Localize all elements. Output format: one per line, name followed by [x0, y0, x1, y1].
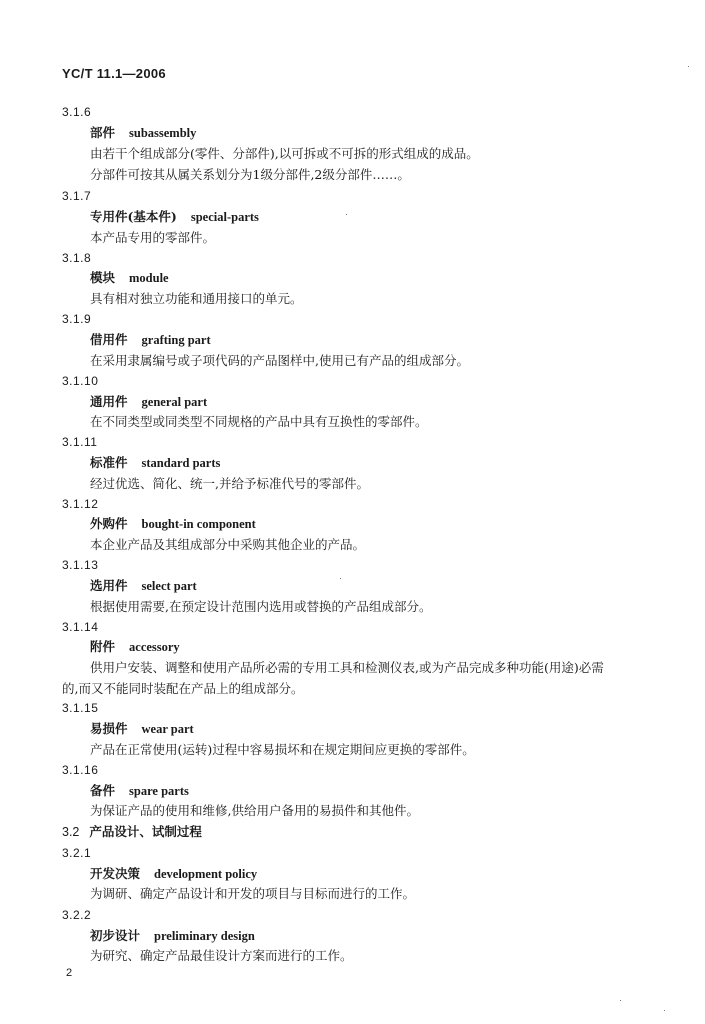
clause-number: 3.1.14 — [62, 620, 99, 634]
clause-number: 3.1.7 — [62, 189, 92, 203]
term-en: module — [129, 271, 169, 285]
clause-number: 3.1.16 — [62, 763, 99, 777]
term-en: spare parts — [129, 784, 189, 798]
term-heading — [90, 516, 256, 532]
clause-number: 3.1.6 — [62, 105, 92, 119]
clause-number: 3.1.12 — [62, 497, 99, 511]
term-heading — [90, 639, 180, 655]
clause-number: 3.1.13 — [62, 558, 99, 572]
definition: 具有相对独立功能和通用接口的单元。 — [90, 291, 303, 306]
scan-speck — [688, 66, 689, 67]
definition: 产品在正常使用(运转)过程中容易损坏和在规定期间应更换的零部件。 — [90, 742, 475, 757]
term-zh: 易损件 — [90, 721, 128, 736]
clause-number: 3.2.2 — [62, 908, 92, 922]
term-en: subassembly — [129, 126, 197, 140]
section-number: 3.2 — [62, 825, 80, 839]
definition-continued: 的,而又不能同时装配在产品上的组成部分。 — [62, 681, 304, 696]
term-zh: 选用件 — [90, 578, 128, 593]
definition: 为调研、确定产品设计和开发的项目与目标而进行的工作。 — [90, 886, 416, 901]
scan-speck — [340, 578, 341, 579]
definition: 为保证产品的使用和维修,供给用户备用的易损件和其他件。 — [90, 803, 419, 818]
definition: 本企业产品及其组成部分中采购其他企业的产品。 — [90, 537, 366, 552]
term-en: select part — [141, 579, 197, 593]
term-zh: 部件 — [90, 125, 116, 140]
definition: 根据使用需要,在预定设计范围内选用或替换的产品组成部分。 — [90, 599, 432, 614]
term-heading — [90, 866, 257, 882]
section-title: 产品设计、试制过程 — [89, 824, 202, 839]
term-en: development policy — [154, 867, 258, 881]
term-en: standard parts — [141, 456, 221, 470]
term-en: bought-in component — [141, 517, 256, 531]
scan-speck — [346, 214, 347, 215]
clause-number: 3.1.10 — [62, 374, 99, 388]
clause-number: 3.1.15 — [62, 701, 99, 715]
term-zh: 附件 — [90, 639, 116, 654]
definition: 分部件可按其从属关系划分为1级分部件,2级分部件……。 — [90, 167, 410, 182]
term-zh: 模块 — [90, 270, 116, 285]
definition: 为研究、确定产品最佳设计方案而进行的工作。 — [90, 948, 353, 963]
term-zh: 专用件(基本件) — [90, 209, 177, 224]
term-zh: 备件 — [90, 783, 116, 798]
definition: 在采用隶属编号或子项代码的产品图样中,使用已有产品的组成部分。 — [90, 353, 469, 368]
term-heading — [90, 721, 194, 737]
term-heading — [90, 578, 197, 594]
term-heading — [90, 209, 259, 225]
section-heading — [62, 824, 202, 840]
term-zh: 标准件 — [90, 455, 128, 470]
definition: 在不同类型或同类型不同规格的产品中具有互换性的零部件。 — [90, 414, 428, 429]
term-zh: 借用件 — [90, 332, 128, 347]
definition: 经过优选、简化、统一,并给予标准代号的零部件。 — [90, 476, 369, 491]
term-en: general part — [141, 395, 208, 409]
term-en: grafting part — [141, 333, 211, 347]
clause-number: 3.1.9 — [62, 312, 92, 326]
term-heading — [90, 783, 189, 799]
definition: 供用户安装、调整和使用产品所必需的专用工具和检测仪表,或为产品完成多种功能(用途)必需 — [90, 660, 604, 675]
term-zh: 初步设计 — [90, 928, 141, 943]
term-en: accessory — [129, 640, 180, 654]
page-number: 2 — [66, 967, 73, 979]
term-zh: 外购件 — [90, 516, 128, 531]
term-zh: 通用件 — [90, 394, 128, 409]
scan-speck — [664, 1010, 665, 1011]
term-en: preliminary design — [154, 929, 255, 943]
term-heading — [90, 394, 207, 410]
term-heading — [90, 125, 196, 141]
term-zh: 开发决策 — [90, 866, 141, 881]
term-heading — [90, 270, 169, 286]
clause-number: 3.1.11 — [62, 435, 98, 449]
document-header: YC/T 11.1—2006 — [62, 66, 166, 81]
term-en: wear part — [141, 722, 194, 736]
term-en: special-parts — [190, 210, 259, 224]
clause-number: 3.1.8 — [62, 251, 92, 265]
definition: 由若干个组成部分(零件、分部件),以可拆或不可拆的形式组成的成品。 — [90, 146, 479, 161]
term-heading — [90, 332, 211, 348]
scan-speck — [620, 1000, 621, 1001]
clause-number: 3.2.1 — [62, 846, 92, 860]
definition: 本产品专用的零部件。 — [90, 230, 216, 245]
term-heading — [90, 928, 255, 944]
term-heading — [90, 455, 220, 471]
